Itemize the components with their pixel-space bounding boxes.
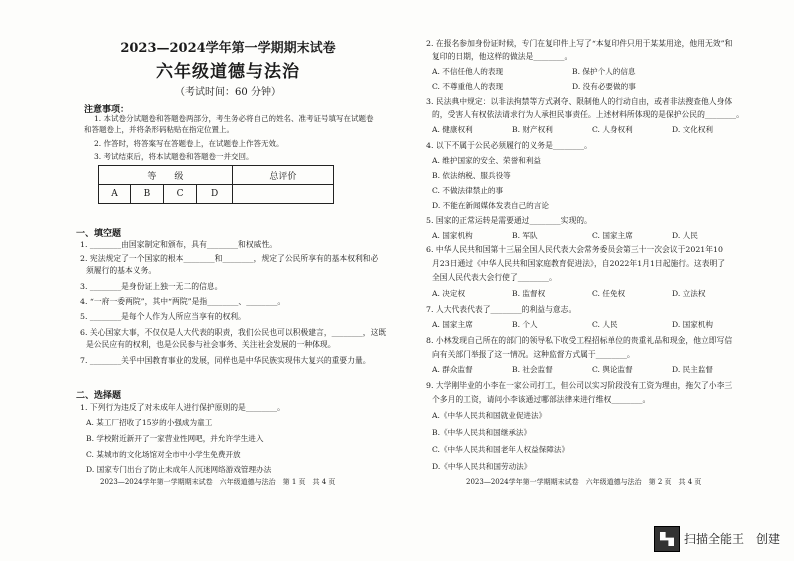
fill-question: 6. 关心国家大事，不仅仅是人大代表的职责，我们公民也可以积极建言，________，这既 [80, 328, 387, 337]
choice-option: A. 决定权 [432, 289, 466, 298]
choice-question: 向有关部门举报了这一情况。这种监督方式属于________。 [432, 350, 635, 359]
choice-option: A. 国家主席 [432, 320, 473, 329]
choice-option: D. 没有必要做的事 [572, 82, 636, 91]
exam-title: 2023—2024学年第一学期期末试卷 [120, 41, 336, 56]
choice-option: C. 人民 [592, 320, 618, 329]
exam-time: （考试时间：60 分钟） [175, 87, 281, 98]
fill-question: 5. ________是每个人作为人所应当享有的权利。 [80, 312, 246, 321]
note-line: 和答题卷上，并将条形码粘贴在指定位置上。 [84, 125, 234, 134]
choice-option: D. 不能在新闻媒体发表自己的言论 [432, 201, 549, 210]
choice-option: D.《中华人民共和国劳动法》 [432, 462, 532, 471]
choice-question: 4. 以下不属于公民必须履行的义务是________。 [426, 141, 592, 150]
fill-question: 7. ________关乎中国教育事业的发展，同样也是中华民族实现伟大复兴的重要力量。 [80, 356, 371, 365]
choice-option: A. 群众监督 [432, 365, 473, 374]
choice-option: B. 学校附近新开了一家营业性网吧，并允许学生进入 [86, 434, 264, 443]
choice-option: B. 个人 [512, 320, 538, 329]
choice-option: B. 财产权利 [512, 125, 553, 134]
choice-option: D. 民主监督 [672, 365, 714, 374]
choice-option: C. 某城市的文化场馆对全市中小学生免费开放 [86, 450, 241, 459]
choice-question: 月23日通过《中华人民共和国家庭教育促进法》，自2022年1月1日起施行。这表明了 [432, 259, 726, 268]
choice-question: 1. 下列行为违反了对未成年人进行保护原则的是________。 [80, 403, 285, 412]
grade-cell: C [163, 185, 197, 204]
choice-option: C. 任免权 [592, 289, 626, 298]
choice-option: B. 社会监督 [512, 365, 553, 374]
right-page [400, 0, 794, 561]
choice-question: 8. 小林发现自己所在的部门的领导私下收受工程招标单位的贵重礼品和现金，他立即写信 [426, 336, 733, 345]
choice-option: B. 监督权 [512, 289, 546, 298]
notes-title: 注意事项： [84, 105, 130, 115]
choice-option: A.《中华人民共和国就业促进法》 [432, 411, 547, 420]
choice-option: A. 不信任他人的表现 [432, 67, 504, 76]
choice-option: C. 不做法律禁止的事 [432, 186, 504, 195]
choice-option: B. 保护个人的信息 [572, 67, 636, 76]
choice-question: 2. 在报名参加身份证时候，专门在复印件上写了“本复印件只用于某某用途，他用无效”和 [426, 39, 733, 48]
choice-question: 7. 人大代表代表了________的利益与意志。 [426, 305, 577, 314]
fill-question: 3. ________是身份证上独一无二的信息。 [80, 282, 223, 291]
total-header: 总评价 [232, 166, 333, 185]
choice-question: 9. 大学刚毕业的小李在一家公司打工，但公司以实习阶段没有工资为理由，拖欠了小李三 [426, 381, 733, 390]
page-footer: 2023—2024学年第一学期期末试卷 六年级道德与法治 第 1 页 共 4 页 [100, 478, 336, 486]
section-fill-title: 一、填空题 [76, 229, 122, 239]
choice-option: D. 国家机构 [672, 320, 714, 329]
grade-table [98, 165, 334, 204]
choice-question: 5. 国家的正常运转是需要通过________实现的。 [426, 216, 592, 225]
choice-option: C. 不尊重他人的表现 [432, 82, 504, 91]
choice-option: C. 国家主席 [592, 231, 633, 240]
fill-question: 4. “一府一委两院”，其中“两院”是指________、________。 [80, 297, 286, 306]
choice-option: B. 军队 [512, 231, 538, 240]
choice-option: B.《中华人民共和国继承法》 [432, 428, 532, 437]
choice-option: B. 依法纳税、服兵役等 [432, 171, 511, 180]
grade-header: 等 级 [99, 166, 233, 185]
choice-option: A. 某工厂招收了15岁的小强成为童工 [86, 418, 213, 427]
fill-question: 2. 宪法规定了一个国家的根本________和________，规定了公民所享有的基本权利和必 [80, 254, 379, 263]
choice-option: C. 舆论监督 [592, 365, 633, 374]
choice-option: A. 维护国家的安全、荣誉和利益 [432, 156, 542, 165]
choice-option: A. 健康权利 [432, 125, 473, 134]
choice-option: A. 国家机构 [432, 231, 473, 240]
note-line: 2. 作答时，将答案写在答题卷上，在试题卷上作答无效。 [94, 139, 284, 148]
note-line: 1. 本试卷分试题卷和答题卷两部分，考生务必将自己的姓名、准考证号填写在试题卷 [94, 114, 374, 123]
grade-cell: A [99, 185, 131, 204]
choice-question: 复印的日期，他这样的做法是________。 [432, 52, 573, 61]
grade-cell: B [131, 185, 164, 204]
scanner-logo-icon [654, 526, 680, 552]
choice-option: D. 文化权利 [672, 125, 714, 134]
choice-option: D. 国家专门出台了防止未成年人沉迷网络游戏管理办法 [86, 465, 272, 474]
grade-cell: D [197, 185, 232, 204]
choice-question: 3. 民法典中规定：以非法拘禁等方式剥夺、限制他人的行动自由，或者非法搜查他人身体 [426, 97, 733, 106]
choice-question: 全国人民代表大会行使了________。 [432, 273, 557, 282]
choice-option: D. 立法权 [672, 289, 706, 298]
note-line: 3. 考试结束后，将本试题卷和答题卷一并交回。 [94, 152, 254, 161]
subject-title: 六年级道德与法治 [156, 62, 300, 82]
choice-option: C. 人身权利 [592, 125, 633, 134]
choice-option: C.《中华人民共和国老年人权益保障法》 [432, 445, 570, 454]
choice-question: 6. 中华人民共和国第十三届全国人民代表大会常务委员会第三十一次会议于2021年10 [426, 245, 723, 254]
fill-question: 是公民应有的权利，也是公民参与社会事务、关注社会发展的一种体现。 [86, 340, 336, 349]
choice-question: 个多月的工资，请问小李该通过哪部法律来进行维权________。 [432, 395, 651, 404]
choice-option: D. 人民 [672, 231, 698, 240]
page-footer: 2023—2024学年第一学期期末试卷 六年级道德与法治 第 2 页 共 4 页 [466, 478, 702, 486]
fill-question: 须履行的基本义务。 [86, 266, 157, 275]
section-choice-title: 二、选择题 [76, 391, 122, 401]
scanner-brand-text: 扫描全能王 创建 [684, 532, 781, 546]
choice-question: 的，受害人有权依法请求行为人承担民事责任。上述材料所体现的是保护公民的________。 [432, 110, 744, 119]
fill-question: 1. ________由国家制定和颁布，具有________和权威性。 [80, 240, 278, 249]
total-cell [232, 185, 333, 204]
